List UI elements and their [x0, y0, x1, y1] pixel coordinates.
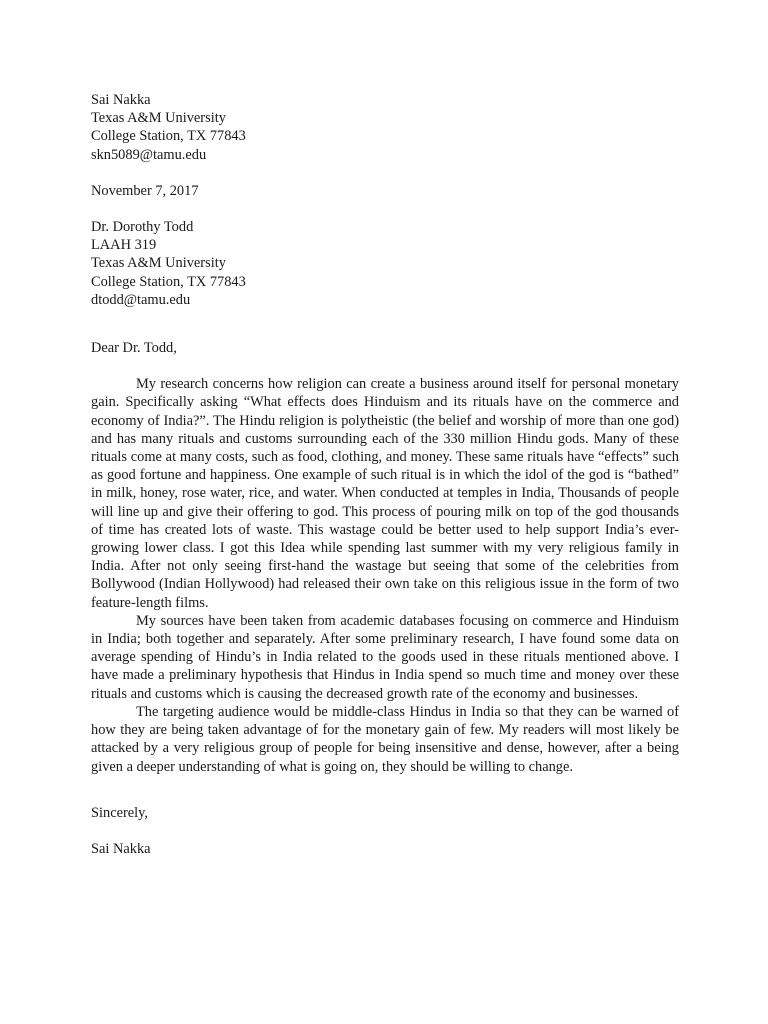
signature: [91, 840, 679, 858]
recipient-institution: Texas A&M University: [91, 255, 226, 272]
recipient-email: dtodd@tamu.edu: [91, 291, 191, 308]
sender-name: Sai Nakka: [91, 92, 151, 108]
body-paragraph-1: My research concerns how religion can create a business around itself for personal monetary gain. Specifically asking “What effects does Hinduism and its rituals have on the commerce and economy of India?”. The Hindu religion is polytheistic (the belief and worship of more than one god) and has many rituals and customs surrounding each of the 330 million Hindu gods. Many of these rituals come at many costs, such as food, clothing, and money. These same rituals have “effects” such as good fortune and happiness. One example of such ritual is in which the idol of the god is “bathed” in milk, honey, rose water, rice, and water. When conducted at temples in India, Thousands of people will line up and give their offering to god. This process of pouring milk on top of the god thousands of time has created lots of waste. This wastage could be better used to help support India’s ever-growing lower class. I got this Idea while spending last summer with my very religious family in India. After not only seeing first-hand the wastage but seeing that some of the celebrities from Bollywood (Indian Hollywood) had released their own take on this religious issue in the form of two feature-length films.: [91, 376, 679, 611]
sender-address: [91, 91, 679, 164]
recipient-address: [91, 218, 679, 309]
date-text: November 7, 2017: [91, 182, 199, 199]
recipient-city-state-zip: College Station, TX 77843: [91, 273, 246, 290]
closing-text: Sincerely,: [91, 804, 149, 821]
body-paragraph-3: The targeting audience would be middle-class Hindus in India so that they can be warned of how they are being taken advantage of for the monetary gain of few. My readers will most likely be attacked by a very religious group of people for being insensitive and dense, however, after a being given a deeper understanding of what is going on, they should be willing to change.: [91, 703, 679, 775]
letter-date: [91, 182, 679, 200]
sender-email: skn5089@tamu.edu: [91, 146, 207, 163]
body-paragraph-2: My sources have been taken from academic databases focusing on commerce and Hinduism in India; both together and separately. After some preliminary research, I have found some data on average spending of Hindu’s in India related to the goods used in these rituals mentioned above. I have made a preliminary hypothesis that Hindus in India spend so much time and money over these rituals and customs which is causing the decreased growth rate of the economy and businesses.: [91, 612, 679, 702]
salutation-text: Dear Dr. Todd,: [91, 340, 177, 357]
signature-name: Sai Nakka: [91, 840, 151, 857]
letter-page: [91, 91, 679, 858]
salutation: [91, 339, 679, 357]
sender-city-state-zip: College Station, TX 77843: [91, 128, 246, 145]
letter-body: [91, 375, 679, 775]
closing: [91, 804, 679, 822]
recipient-name: Dr. Dorothy Todd: [91, 219, 194, 236]
sender-institution: Texas A&M University: [91, 110, 226, 127]
recipient-office: LAAH 319: [91, 237, 157, 254]
